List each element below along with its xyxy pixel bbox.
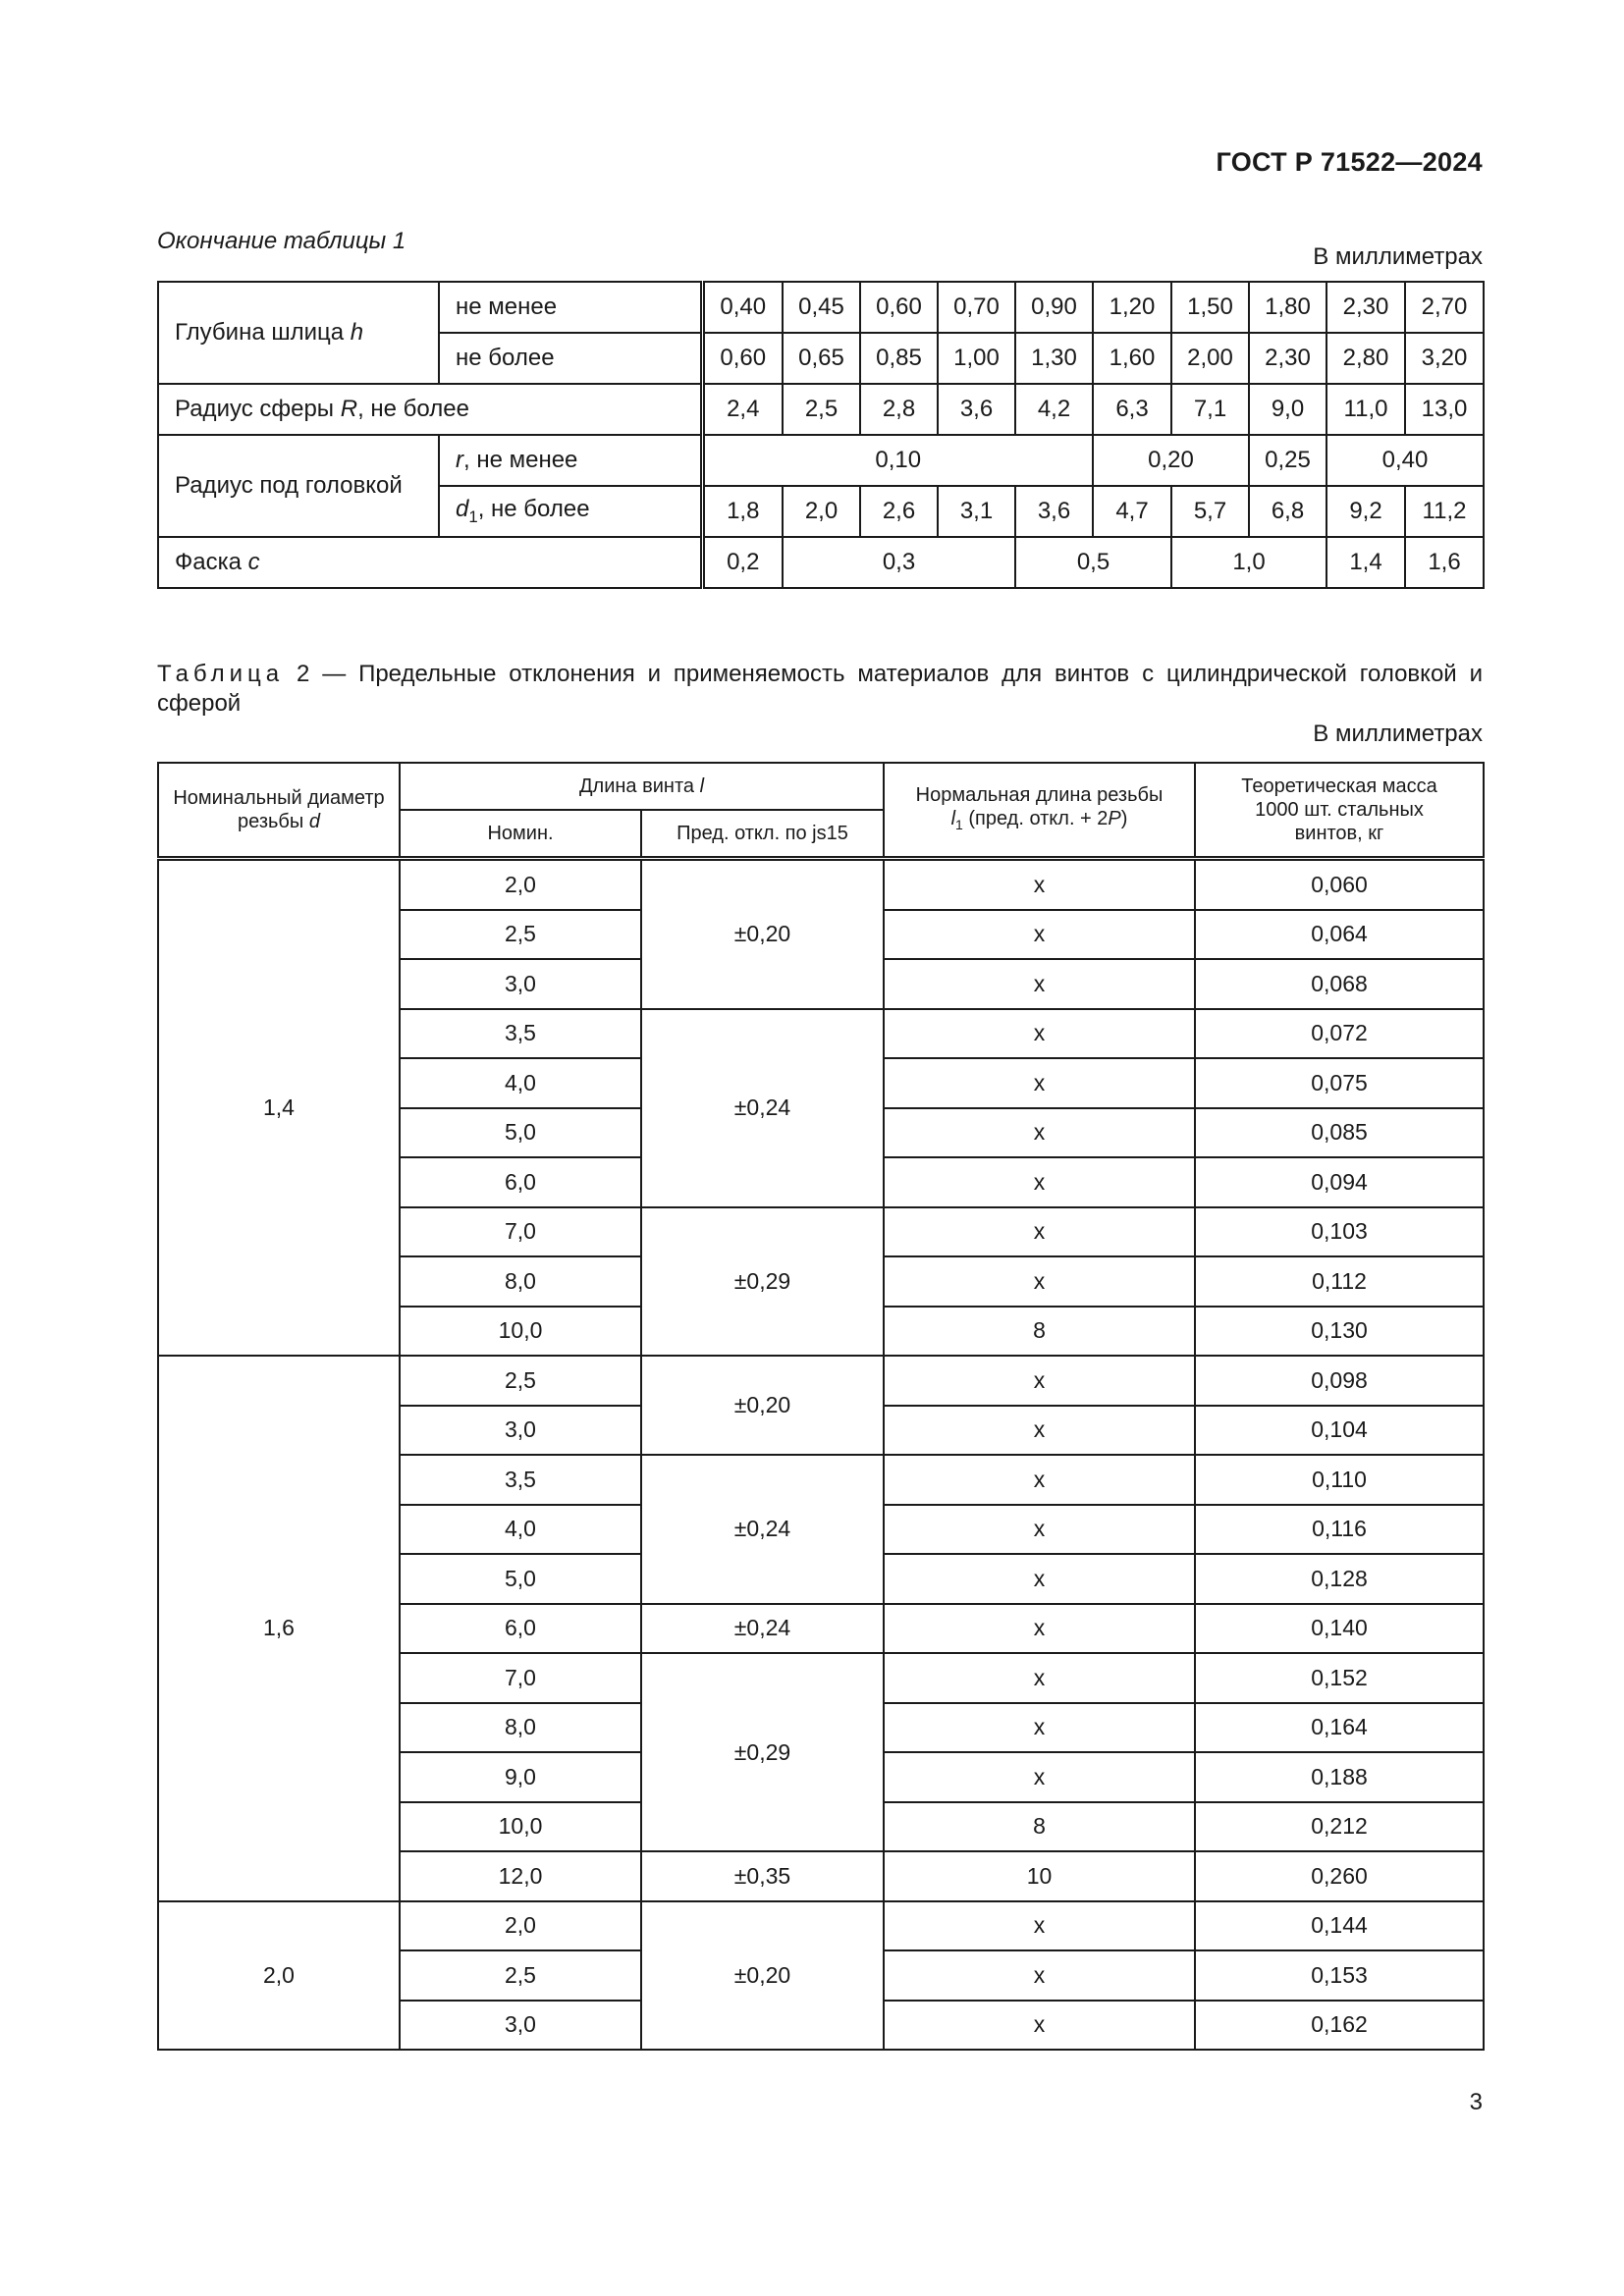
table-cell: x	[884, 1157, 1195, 1207]
table-cell: 4,7	[1093, 486, 1171, 537]
table-cell: 0,116	[1195, 1505, 1484, 1555]
table-cell: 7,0	[400, 1207, 641, 1257]
deviation-cell: ±0,20	[641, 859, 884, 1009]
table-cell: 4,2	[1015, 384, 1093, 435]
table-cell: x	[884, 1752, 1195, 1802]
table-cell: 0,65	[783, 333, 860, 384]
table-cell: 7,1	[1171, 384, 1249, 435]
table-cell: 0,164	[1195, 1703, 1484, 1753]
table-cell: 5,0	[400, 1108, 641, 1158]
table-cell: x	[884, 1901, 1195, 1951]
d1-max-label: $d_1$, не более	[439, 486, 702, 537]
slot-depth-min-label: не менее	[439, 282, 702, 333]
table-cell: 0,103	[1195, 1207, 1484, 1257]
table-cell: x	[884, 1058, 1195, 1108]
table-cell: 6,3	[1093, 384, 1171, 435]
table-cell: 2,5	[400, 1950, 641, 2001]
table-cell: 1,60	[1093, 333, 1171, 384]
table-cell: 3,0	[400, 1406, 641, 1456]
table-row	[158, 1356, 1484, 1406]
table-cell: 7,0	[400, 1653, 641, 1703]
table-cell: 3,5	[400, 1455, 641, 1505]
table-cell: 9,0	[400, 1752, 641, 1802]
table-cell: 6,0	[400, 1604, 641, 1654]
table-cell: 0,60	[860, 282, 938, 333]
under-head-radius-label: Радиус под головкой	[158, 435, 439, 537]
table-cell: 13,0	[1405, 384, 1484, 435]
table-cell: 10	[884, 1851, 1195, 1901]
table-cell: x	[884, 1950, 1195, 2001]
table-cell: 4,0	[400, 1058, 641, 1108]
header-nominal: Номин.	[400, 810, 641, 859]
table-cell: 3,20	[1405, 333, 1484, 384]
table-cell: x	[884, 910, 1195, 960]
header-mass: Теоретическая масса 1000 шт. стальных винтов, кг	[1195, 763, 1484, 859]
table-cell: 0,153	[1195, 1950, 1484, 2001]
table-cell: 3,0	[400, 959, 641, 1009]
table-cell: x	[884, 959, 1195, 1009]
table-cell: x	[884, 1009, 1195, 1059]
table-cell: 0,072	[1195, 1009, 1484, 1059]
table-cell: 0,140	[1195, 1604, 1484, 1654]
table-cell: 0,70	[938, 282, 1015, 333]
table-cell: 0,5	[1015, 537, 1171, 588]
table-cell: 0,20	[1093, 435, 1249, 486]
deviation-cell: ±0,29	[641, 1653, 884, 1851]
table1-row-chamfer	[158, 537, 1484, 588]
table-cell: 0,110	[1195, 1455, 1484, 1505]
table-cell: 0,152	[1195, 1653, 1484, 1703]
table-cell: x	[884, 1604, 1195, 1654]
table-cell: 0,60	[702, 333, 783, 384]
table-cell: x	[884, 859, 1195, 910]
table-cell: 8,0	[400, 1256, 641, 1307]
table-cell: 2,0	[783, 486, 860, 537]
table-cell: 1,00	[938, 333, 1015, 384]
table2-caption: Таблица 2 — Предельные отклонения и применяемость материалов для винтов с цилиндрической головкой и сферой	[157, 661, 1483, 717]
deviation-cell: ±0,24	[641, 1009, 884, 1207]
table-cell: 0,130	[1195, 1307, 1484, 1357]
table-cell: 0,075	[1195, 1058, 1484, 1108]
table-cell: 1,0	[1171, 537, 1326, 588]
table-cell: x	[884, 1356, 1195, 1406]
document-title: ГОСТ Р 71522—2024	[1216, 147, 1483, 177]
chamfer-label: Фаска c	[158, 537, 702, 588]
deviation-cell: ±0,20	[641, 1901, 884, 2051]
table-cell: 2,80	[1326, 333, 1405, 384]
table-cell: 2,00	[1171, 333, 1249, 384]
table-cell: 12,0	[400, 1851, 641, 1901]
table-cell: 10,0	[400, 1802, 641, 1852]
table1	[157, 281, 1485, 589]
table-cell: 0,094	[1195, 1157, 1484, 1207]
table1-row-sphere-radius	[158, 384, 1484, 435]
table-cell: x	[884, 1406, 1195, 1456]
table-row	[158, 859, 1484, 910]
table-cell: 3,6	[938, 384, 1015, 435]
table-cell: 6,8	[1249, 486, 1326, 537]
table-cell: 0,40	[1326, 435, 1484, 486]
deviation-cell: ±0,20	[641, 1356, 884, 1455]
table-cell: 2,0	[400, 1901, 641, 1951]
page-number: 3	[1469, 2089, 1483, 2115]
table-cell: 3,1	[938, 486, 1015, 537]
table-cell: 0,098	[1195, 1356, 1484, 1406]
table-cell: 0,25	[1249, 435, 1326, 486]
r-min-label: r, не менее	[439, 435, 702, 486]
table-cell: 11,0	[1326, 384, 1405, 435]
table-cell: x	[884, 1455, 1195, 1505]
table-cell: 2,5	[400, 1356, 641, 1406]
table-cell: 10,0	[400, 1307, 641, 1357]
table-cell: 8,0	[400, 1703, 641, 1753]
table1-caption: Окончание таблицы 1	[157, 228, 406, 254]
table-cell: 2,70	[1405, 282, 1484, 333]
table-cell: 0,2	[702, 537, 783, 588]
table-cell: x	[884, 1554, 1195, 1604]
table-cell: 1,50	[1171, 282, 1249, 333]
table-cell: 1,8	[702, 486, 783, 537]
table-cell: x	[884, 1256, 1195, 1307]
table-cell: 2,30	[1249, 333, 1326, 384]
table-cell: 1,6	[1405, 537, 1484, 588]
table-cell: 3,0	[400, 2001, 641, 2051]
table-cell: 3,6	[1015, 486, 1093, 537]
table-cell: 0,90	[1015, 282, 1093, 333]
deviation-cell: ±0,35	[641, 1851, 884, 1901]
table-cell: 1,20	[1093, 282, 1171, 333]
table-cell: 0,104	[1195, 1406, 1484, 1456]
table-cell: 2,5	[783, 384, 860, 435]
table2-units: В миллиметрах	[1313, 721, 1483, 747]
table-cell: 0,128	[1195, 1554, 1484, 1604]
diameter-cell: 1,6	[158, 1356, 400, 1901]
table-cell: 2,0	[400, 859, 641, 910]
table-cell: x	[884, 1505, 1195, 1555]
table-cell: 1,30	[1015, 333, 1093, 384]
table-cell: 8	[884, 1802, 1195, 1852]
sphere-radius-label: Радиус сферы R, не более	[158, 384, 702, 435]
table-cell: x	[884, 1703, 1195, 1753]
table-cell: 0,188	[1195, 1752, 1484, 1802]
table-cell: 6,0	[400, 1157, 641, 1207]
header-length: Длина винта l	[400, 763, 884, 810]
table-cell: x	[884, 2001, 1195, 2051]
table-cell: 3,5	[400, 1009, 641, 1059]
header-diameter: Номинальный диаметр резьбы d	[158, 763, 400, 859]
table-cell: 0,45	[783, 282, 860, 333]
header-deviation: Пред. откл. по js15	[641, 810, 884, 859]
table1-units: В миллиметрах	[1313, 243, 1483, 270]
table1-row-slot-min	[158, 282, 1484, 333]
slot-depth-max-label: не более	[439, 333, 702, 384]
table-cell: 5,0	[400, 1554, 641, 1604]
diameter-cell: 1,4	[158, 859, 400, 1357]
table-cell: 2,30	[1326, 282, 1405, 333]
table-cell: 0,162	[1195, 2001, 1484, 2051]
table-cell: 2,6	[860, 486, 938, 537]
table-cell: 9,0	[1249, 384, 1326, 435]
header-thread-length: Нормальная длина резьбы $l_1$ (пред. откл. + 2P)	[884, 763, 1195, 859]
table-cell: 4,0	[400, 1505, 641, 1555]
table-cell: 0,068	[1195, 959, 1484, 1009]
table-cell: 2,5	[400, 910, 641, 960]
table-cell: 1,4	[1326, 537, 1405, 588]
table-cell: 0,144	[1195, 1901, 1484, 1951]
table-cell: 0,064	[1195, 910, 1484, 960]
table-cell: 11,2	[1405, 486, 1484, 537]
table-cell: 2,4	[702, 384, 783, 435]
deviation-cell: ±0,29	[641, 1207, 884, 1357]
table2	[157, 762, 1485, 2051]
table-row	[158, 1901, 1484, 1951]
table-cell: 8	[884, 1307, 1195, 1357]
table-cell: 0,112	[1195, 1256, 1484, 1307]
table-cell: 0,085	[1195, 1108, 1484, 1158]
diameter-cell: 2,0	[158, 1901, 400, 2051]
table-cell: 9,2	[1326, 486, 1405, 537]
table-cell: 0,260	[1195, 1851, 1484, 1901]
table-cell: 0,40	[702, 282, 783, 333]
table1-row-radius-r	[158, 435, 1484, 486]
table-cell: 0,060	[1195, 859, 1484, 910]
table-cell: 1,80	[1249, 282, 1326, 333]
deviation-cell: ±0,24	[641, 1604, 884, 1654]
deviation-cell: ±0,24	[641, 1455, 884, 1604]
table-cell: 5,7	[1171, 486, 1249, 537]
slot-depth-label: Глубина шлица h	[158, 282, 439, 384]
table-cell: x	[884, 1108, 1195, 1158]
table-cell: x	[884, 1653, 1195, 1703]
table-cell: 0,85	[860, 333, 938, 384]
table-cell: 0,10	[702, 435, 1093, 486]
table-cell: 2,8	[860, 384, 938, 435]
table-cell: x	[884, 1207, 1195, 1257]
table-cell: 0,212	[1195, 1802, 1484, 1852]
table-cell: 0,3	[783, 537, 1015, 588]
